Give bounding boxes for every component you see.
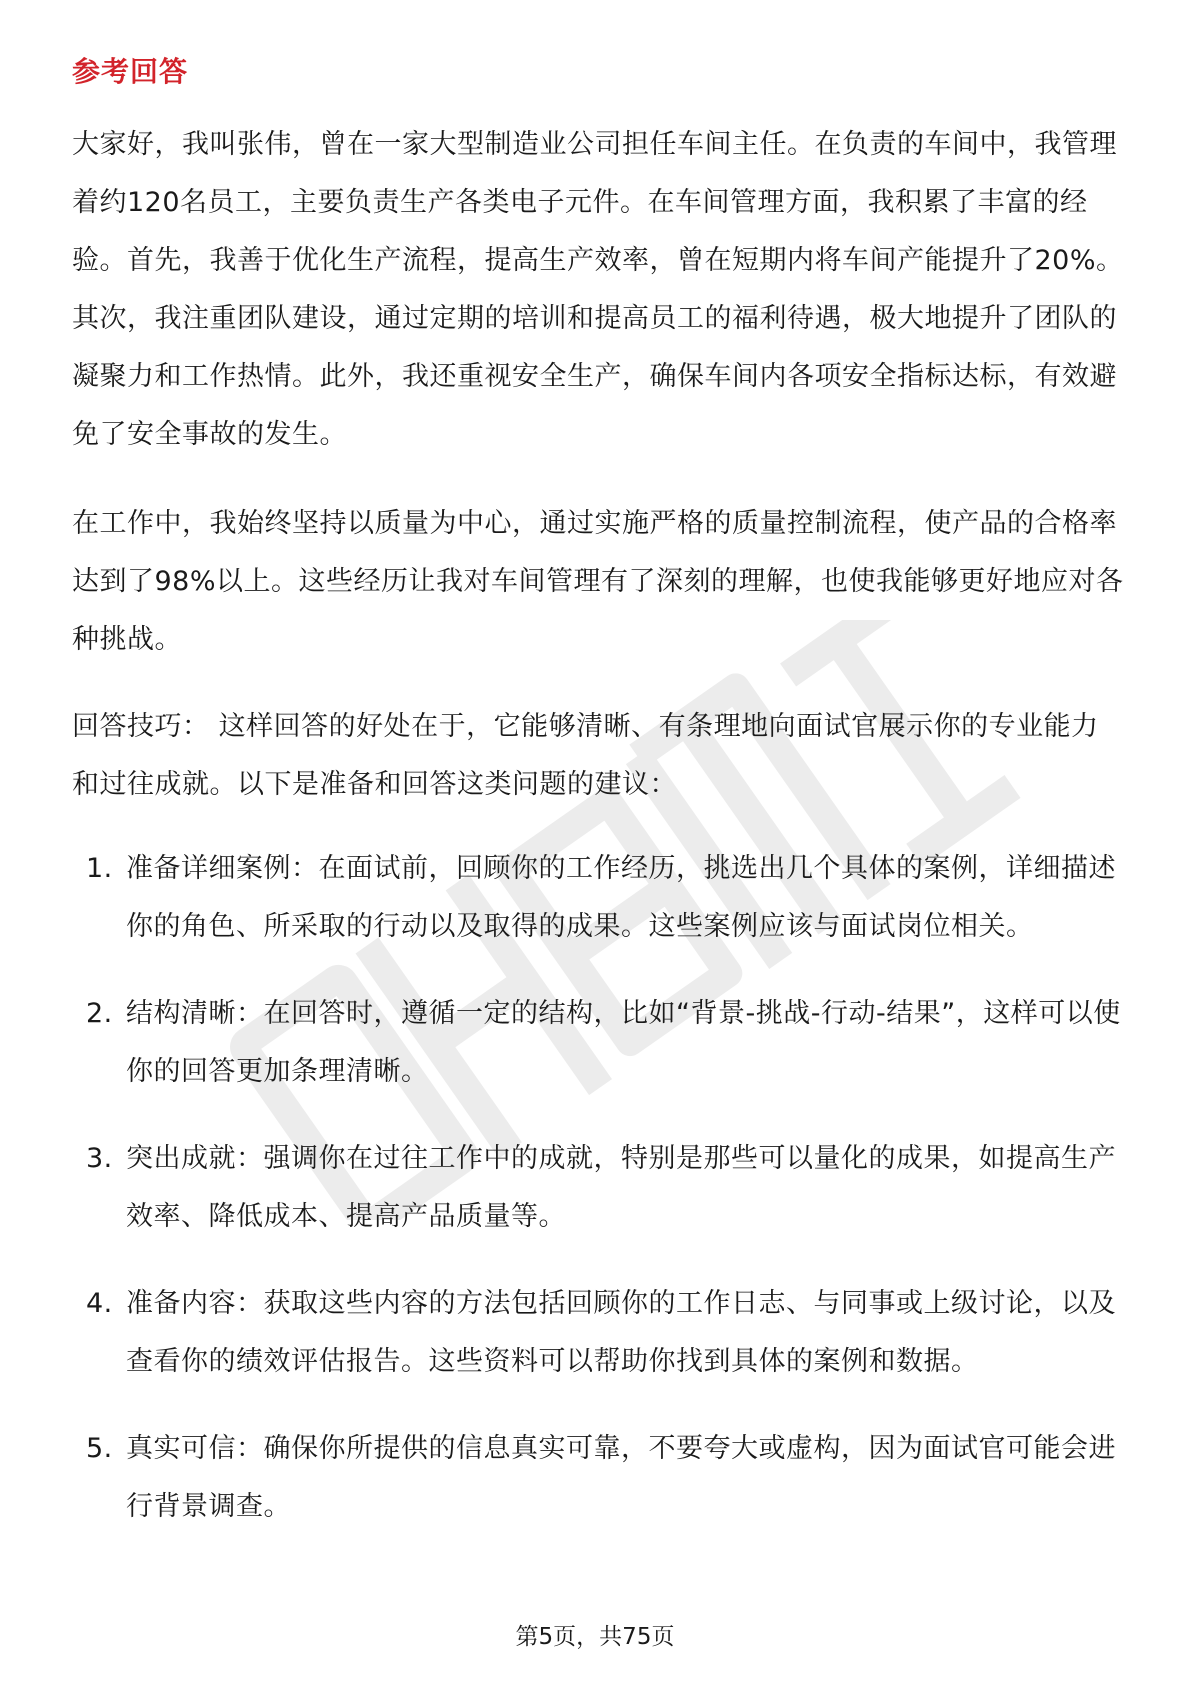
tips-intro-paragraph: 回答技巧： 这样回答的好处在于，它能够清晰、有条理地向面试官展示你的专业能力和过往成就。以下是准备和回答这类问题的建议： bbox=[72, 711, 1099, 800]
tip-number: 3. bbox=[86, 1143, 113, 1174]
tip-item bbox=[72, 985, 1124, 1101]
tip-number: 1. bbox=[86, 853, 113, 884]
tips-list bbox=[72, 840, 1124, 1565]
tip-item bbox=[72, 840, 1124, 956]
tip-text: 突出成就：强调你在过往工作中的成就，特别是那些可以量化的成果，如提高生产效率、降低成本、提高产品质量等。 bbox=[126, 1143, 1116, 1232]
tip-text: 结构清晰：在回答时，遵循一定的结构，比如“背景-挑战-行动-结果”，这样可以使你的回答更加条理清晰。 bbox=[126, 998, 1121, 1087]
tip-text: 准备详细案例：在面试前，回顾你的工作经历，挑选出几个具体的案例，详细描述你的角色、所采取的行动以及取得的成果。这些案例应该与面试岗位相关。 bbox=[126, 853, 1116, 942]
tip-item bbox=[72, 1420, 1124, 1536]
tip-number: 2. bbox=[86, 998, 113, 1029]
section-title: 参考回答 bbox=[72, 55, 189, 88]
page-number-footer: 第5页，共75页 bbox=[515, 1624, 675, 1650]
tip-number: 5. bbox=[86, 1433, 113, 1464]
tip-text: 真实可信：确保你所提供的信息真实可靠，不要夸大或虚构，因为面试官可能会进行背景调查。 bbox=[126, 1433, 1116, 1522]
tip-number: 4. bbox=[86, 1288, 113, 1319]
tip-text: 准备内容：获取这些内容的方法包括回顾你的工作日志、与同事或上级讨论，以及查看你的绩效评估报告。这些资料可以帮助你找到具体的案例和数据。 bbox=[126, 1288, 1116, 1377]
quality-paragraph: 在工作中，我始终坚持以质量为中心，通过实施严格的质量控制流程，使产品的合格率达到了98%以上。这些经历让我对车间管理有了深刻的理解，也使我能够更好地应对各种挑战。 bbox=[72, 508, 1124, 655]
tip-item bbox=[72, 1130, 1124, 1246]
tip-item bbox=[72, 1275, 1124, 1391]
intro-paragraph: 大家好，我叫张伟，曾在一家大型制造业公司担任车间主任。在负责的车间中，我管理着约120名员工，主要负责生产各类电子元件。在车间管理方面，我积累了丰富的经验。首先，我善于优化生产流程，提高生产效率，曾在短期内将车间产能提升了20%。其次，我注重团队建设，通过定期的培训和提高员工的福利待遇，极大地提升了团队的凝聚力和工作热情。此外，我还重视安全生产，确保车间内各项安全指标达标，有效避免了安全事故的发生。 bbox=[72, 129, 1124, 450]
